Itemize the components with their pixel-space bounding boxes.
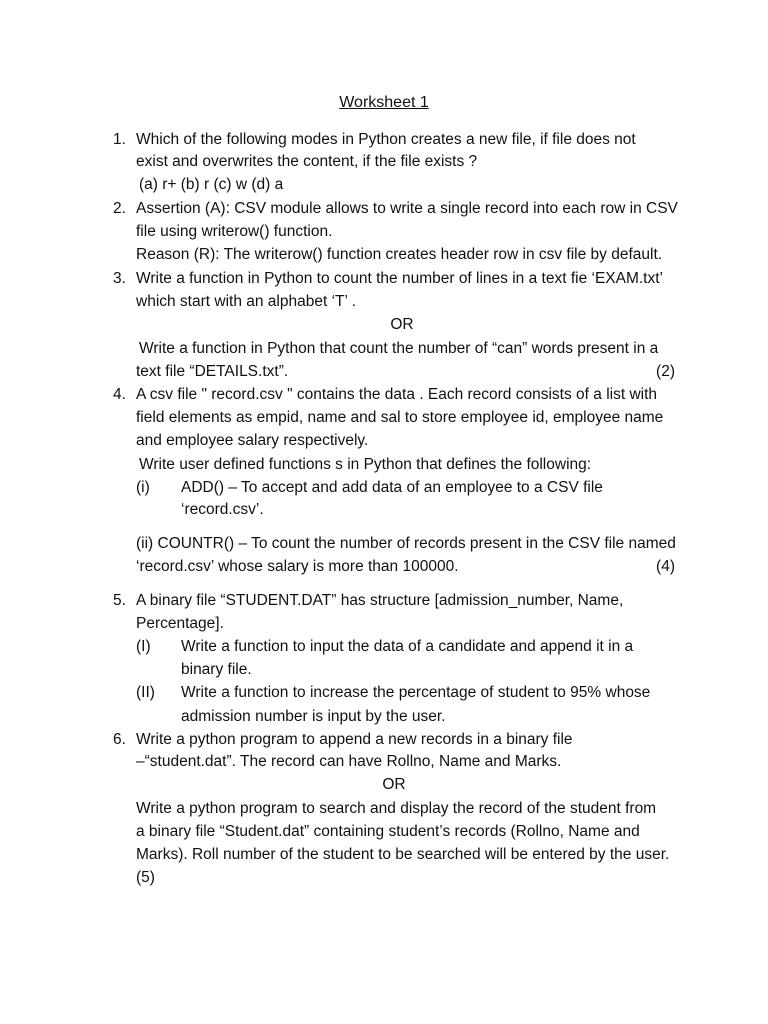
question-text: A csv file " record.csv " contains the data . Each record consists of a list with: [136, 386, 658, 403]
or-separator: OR: [382, 776, 406, 793]
question-number: 5.: [113, 592, 126, 609]
question-text: text file “DETAILS.txt”.: [136, 363, 289, 380]
question-text: Reason (R): The writerow() function creates header row in csv file by default.: [136, 246, 663, 263]
marks-label: (5): [136, 869, 155, 886]
question-number: 3.: [113, 270, 126, 287]
question-number: 4.: [113, 386, 126, 403]
question-text: Write a function in Python to count the number of lines in a text fie ‘EXAM.txt’: [136, 270, 663, 287]
answer-options: (a) r+ (b) r (c) w (d) a: [139, 176, 284, 193]
sub-item-text: Write a function to increase the percentage of student to 95% whose: [181, 684, 651, 701]
sub-item-text: (ii) COUNTR() – To count the number of records present in the CSV file named: [136, 535, 676, 552]
sub-item-text: ‘record.csv’.: [181, 501, 264, 518]
question-text: –“student.dat”. The record can have Rollno, Name and Marks.: [136, 753, 562, 770]
sub-item-text: ADD() – To accept and add data of an employee to a CSV file: [181, 479, 603, 496]
question-text: a binary file “Student.dat” containing student’s records (Rollno, Name and: [136, 823, 640, 840]
question-text: Assertion (A): CSV module allows to write a single record into each row in CSV: [136, 200, 678, 217]
question-text: file using writerow() function.: [136, 223, 333, 240]
question-text: A binary file “STUDENT.DAT” has structure [admission_number, Name,: [136, 592, 624, 609]
sub-item-text: ‘record.csv’ whose salary is more than 100000.: [136, 558, 459, 575]
question-text: Write user defined functions s in Python that defines the following:: [139, 456, 592, 473]
question-text: Percentage].: [136, 615, 224, 632]
question-text: Write a python program to search and display the record of the student from: [136, 800, 657, 817]
question-text: Marks). Roll number of the student to be searched will be entered by the user.: [136, 846, 670, 863]
sub-item-text: binary file.: [181, 661, 252, 678]
marks-label: (2): [656, 363, 675, 380]
question-text: which start with an alphabet ‘T’ .: [136, 293, 356, 310]
page-title: Worksheet 1: [339, 94, 429, 111]
sub-item-label: (i): [136, 479, 150, 496]
question-text: Which of the following modes in Python creates a new file, if file does not: [136, 131, 636, 148]
question-text: Write a python program to append a new records in a binary file: [136, 731, 573, 748]
sub-item-text: admission number is input by the user.: [181, 708, 446, 725]
marks-label: (4): [656, 558, 675, 575]
sub-item-text: Write a function to input the data of a candidate and append it in a: [181, 638, 634, 655]
or-separator: OR: [390, 316, 414, 333]
sub-item-label: (I): [136, 638, 151, 655]
sub-item-label: (II): [136, 684, 155, 701]
question-text: exist and overwrites the content, if the file exists ?: [136, 153, 478, 170]
question-number: 2.: [113, 200, 126, 217]
question-text: Write a function in Python that count the number of “can” words present in a: [139, 340, 659, 357]
question-text: field elements as empid, name and sal to store employee id, employee name: [136, 409, 664, 426]
question-number: 1.: [113, 131, 126, 148]
question-text: and employee salary respectively.: [136, 432, 369, 449]
question-number: 6.: [113, 731, 126, 748]
